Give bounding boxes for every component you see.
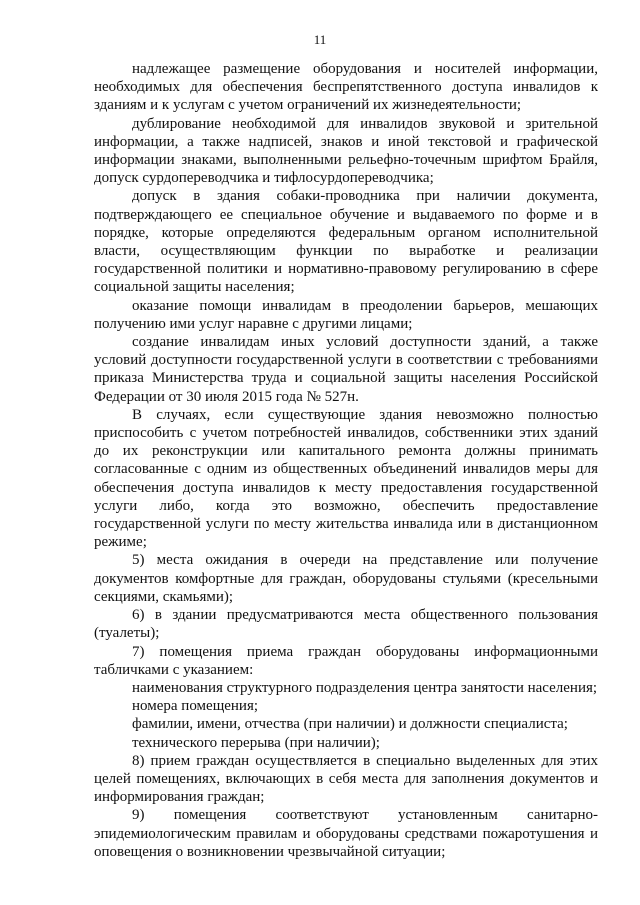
paragraph: 7) помещения приема граждан оборудованы информационными табличками с указанием: — [94, 643, 598, 678]
paragraph: создание инвалидам иных условий доступности зданий, а также условий доступности государственной услуги в соответствии с требованиями приказа Министерства труда и социальной защиты населения Российской Федерации от 30 июля 2015 года № 527н. — [94, 334, 598, 405]
paragraph: В случаях, если существующие здания невозможно полностью приспособить с учетом потребностей инвалидов, собственники этих зданий до их реконструкции или капитального ремонта должны принимать согласованные с одним из общественных объединений инвалидов меры для обеспечения доступа инвалидов к месту предоставления государственной услуги либо, когда это возможно, обеспечить предоставление государственной услуги по месту жительства инвалида или в дистанционном режиме; — [94, 406, 598, 551]
paragraph: номера помещения; — [132, 698, 259, 715]
paragraph: допуск в здания собаки-проводника при наличии документа, подтверждающего ее специальное обучение и выдаваемого по форме и в порядке, которые определяются федеральным органом исполнительной власти, осуществляющим функции по выработке и реализации государственной политики и нормативно-правовому регулированию в сфере социальной защиты населения; — [94, 188, 598, 296]
paragraph: технического перерыва (при наличии); — [132, 734, 380, 751]
paragraph: 6) в здании предусматриваются места общественного пользования (туалеты); — [94, 607, 598, 642]
paragraph: 9) помещения соответствуют установленным санитарно-эпидемиологическим правилам и оборудованы средствами пожаротушения и оповещения о возникновении чрезвычайной ситуации; — [94, 807, 598, 860]
paragraph: 5) места ожидания в очереди на представление или получение документов комфортные для граждан, оборудованы стульями (кресельными секциями, скамьями); — [94, 552, 598, 605]
paragraph: оказание помощи инвалидам в преодолении барьеров, мешающих получению ими услуг наравне с другими лицами; — [94, 297, 598, 332]
paragraph: надлежащее размещение оборудования и носителей информации, необходимых для обеспечения беспрепятственного доступа инвалидов к зданиям и к услугам с учетом ограничений их жизнедеятельности; — [94, 61, 598, 114]
paragraph: фамилии, имени, отчества (при наличии) и должности специалиста; — [132, 716, 568, 733]
document-body — [94, 60, 598, 861]
paragraph: наименования структурного подразделения центра занятости населения; — [132, 679, 598, 696]
page-number: 11 — [313, 32, 327, 47]
paragraph: дублирование необходимой для инвалидов звуковой и зрительной информации, а также надписей, знаков и иной текстовой и графической информации знаками, выполненными рельефно-точечным шрифтом Брайля, допуск сурдопереводчика и тифлосурдопереводчика; — [94, 115, 598, 187]
paragraph: 8) прием граждан осуществляется в специально выделенных для этих целей помещениях, включающих в себя места для заполнения документов и информирования граждан; — [94, 752, 598, 806]
